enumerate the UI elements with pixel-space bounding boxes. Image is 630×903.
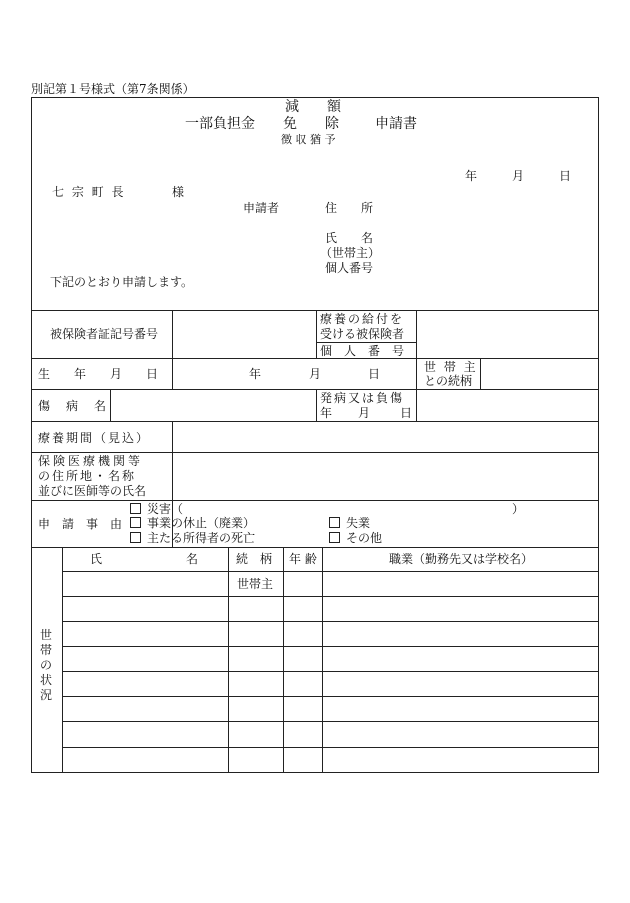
birth-year: 年 bbox=[249, 367, 262, 381]
insured-cert-number-label: 被保険者証記号番号 bbox=[50, 327, 159, 341]
household-header-age: 年 齢 bbox=[289, 552, 317, 566]
title-option-exemption: 免 除 bbox=[283, 116, 339, 132]
reason-business-suspension[interactable]: 事業の休止（廃業） bbox=[130, 517, 255, 529]
household-first-relation: 世帯主 bbox=[237, 577, 274, 591]
applicant-personal-number-label: 個人番号 bbox=[325, 261, 374, 275]
applicant-address-label: 住 所 bbox=[325, 201, 374, 215]
title-option-reduction: 減 額 bbox=[285, 99, 341, 115]
onset-year: 年 bbox=[320, 406, 333, 420]
intro-text: 下記のとおり申請します。 bbox=[50, 275, 194, 289]
household-header-occupation: 職業（勤務先又は学校名） bbox=[389, 552, 534, 566]
date-year: 年 bbox=[465, 169, 478, 183]
title-prefix: 一部負担金 bbox=[185, 116, 255, 132]
onset-month: 月 bbox=[358, 406, 371, 420]
recipient-label-line1: 療養の給付を bbox=[320, 312, 405, 326]
birth-date-label: 生 年 月 日 bbox=[38, 367, 159, 381]
reason-disaster[interactable]: 災害（ bbox=[130, 503, 183, 515]
facility-label-line1: 保険医療機関等 bbox=[38, 454, 144, 468]
applicant-heading: 申請者 bbox=[243, 201, 280, 215]
title-option-deferral: 徴 収 猶 予 bbox=[281, 133, 336, 146]
title-suffix: 申請書 bbox=[375, 116, 417, 132]
honorific: 様 bbox=[172, 185, 185, 199]
birth-month: 月 bbox=[309, 367, 322, 381]
reason-earner-death[interactable]: 主たる所得者の死亡 bbox=[130, 532, 255, 544]
facility-label-line3: 並びに医師等の氏名 bbox=[38, 484, 147, 498]
reason-label: 申 請 事 由 bbox=[38, 517, 123, 531]
date-day: 日 bbox=[559, 169, 572, 183]
addressee: 七 宗 町 長 bbox=[52, 185, 126, 199]
form-label: 別記第１号様式（第7条関係） bbox=[31, 82, 195, 96]
checkbox-icon[interactable] bbox=[329, 532, 340, 543]
household-status-label: 世帯の状況 bbox=[40, 628, 53, 702]
household-head-note: （世帯主） bbox=[320, 246, 381, 260]
disease-name-label: 傷 病 名 bbox=[38, 399, 109, 413]
birth-day: 日 bbox=[368, 367, 381, 381]
checkbox-icon[interactable] bbox=[329, 517, 340, 528]
checkbox-icon[interactable] bbox=[130, 503, 141, 514]
checkbox-icon[interactable] bbox=[130, 517, 141, 528]
recipient-label-line2: 受ける被保険者 bbox=[320, 327, 405, 341]
relation-label-line2: との続柄 bbox=[424, 374, 473, 388]
onset-day: 日 bbox=[400, 406, 413, 420]
personal-number-label: 個 人 番 号 bbox=[320, 344, 405, 358]
relation-label-line1: 世 帯 主 bbox=[424, 360, 478, 374]
onset-label-line1: 発病又は負傷 bbox=[320, 391, 405, 405]
household-header-relation: 続 柄 bbox=[236, 552, 273, 566]
reason-unemployment[interactable]: 失業 bbox=[329, 517, 370, 529]
treatment-period-label: 療養期間（見込） bbox=[38, 431, 151, 445]
facility-label-line2: の住所地・名称 bbox=[38, 469, 137, 483]
checkbox-icon[interactable] bbox=[130, 532, 141, 543]
household-header-name: 氏 名 bbox=[90, 552, 199, 566]
date-month: 月 bbox=[512, 169, 525, 183]
applicant-name-label: 氏 名 bbox=[325, 231, 374, 245]
reason-other[interactable]: その他 bbox=[329, 532, 382, 544]
reason-disaster-close: ） bbox=[512, 502, 525, 516]
